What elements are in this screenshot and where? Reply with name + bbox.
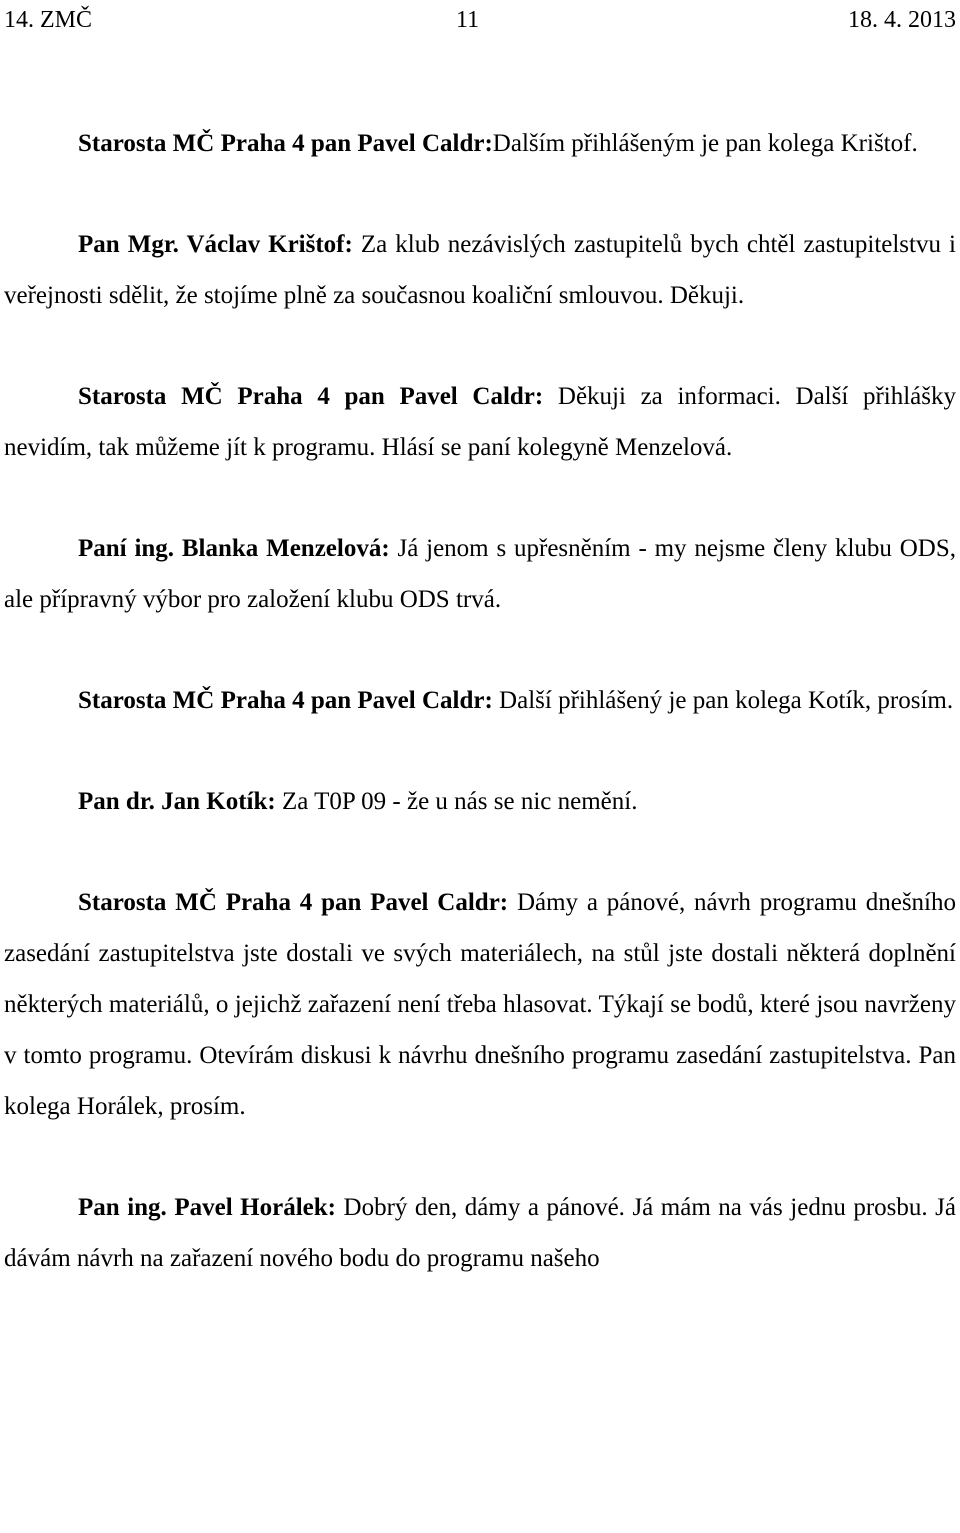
transcript-paragraph — [4, 675, 956, 726]
transcript-paragraph — [4, 118, 956, 169]
transcript-paragraph — [4, 776, 956, 827]
speaker-name: Starosta MČ Praha 4 pan Pavel Caldr: — [78, 687, 493, 714]
speaker-name: Paní ing. Blanka Menzelová: — [78, 535, 390, 562]
session-label: 14. ZMČ — [4, 7, 93, 33]
session-date: 18. 4. 2013 — [848, 7, 956, 33]
transcript-body — [4, 118, 956, 1284]
speaker-name: Starosta MČ Praha 4 pan Pavel Caldr: — [78, 889, 509, 916]
page-number: 11 — [456, 7, 480, 33]
speech-text: Dobrý den, dámy a pánové. Já mám na vás jednu prosbu. Já dávám návrh na zařazení nového bodu do programu našeho — [4, 1194, 956, 1272]
speech-text: Další přihlášený je pan kolega Kotík, prosím. — [492, 687, 954, 714]
transcript-paragraph — [4, 523, 956, 625]
transcript-paragraph — [4, 1182, 956, 1284]
speaker-name: Pan dr. Jan Kotík: — [78, 788, 276, 815]
transcript-paragraph — [4, 219, 956, 321]
speaker-name: Pan ing. Pavel Horálek: — [78, 1194, 336, 1221]
speaker-name: Starosta MČ Praha 4 pan Pavel Caldr: — [78, 383, 544, 410]
speech-text: Dámy a pánové, návrh programu dnešního zasedání zastupitelstva jste dostali ve svých materiálech, na stůl jste dostali některá doplnění některých materiálů, o jejichž zařazení není třeba hlasovat. Týkají se bodů, které jsou navrženy v tomto programu. Otevírám diskusi k návrhu dnešního programu zasedání zastupitelstva. Pan kolega Horálek, prosím. — [4, 889, 956, 1120]
speech-text: Za T0P 09 - že u nás se nic nemění. — [275, 788, 638, 815]
speech-text: Já jenom s upřesněním - my nejsme členy klubu ODS, ale přípravný výbor pro založení klubu ODS trvá. — [4, 535, 956, 613]
speech-text: Dalším přihlášeným je pan kolega Krištof. — [492, 130, 918, 157]
speech-text: Děkuji za informaci. Další přihlášky nevidím, tak můžeme jít k programu. Hlásí se paní kolegyně Menzelová. — [4, 383, 956, 461]
speech-text: Za klub nezávislých zastupitelů bych chtěl zastupitelstvu i veřejnosti sdělit, že stojíme plně za současnou koaliční smlouvou. Děkuji. — [4, 231, 956, 309]
speaker-name: Starosta MČ Praha 4 pan Pavel Caldr: — [78, 130, 493, 157]
speaker-name: Pan Mgr. Václav Krištof: — [78, 231, 353, 258]
transcript-paragraph — [4, 877, 956, 1132]
page-header — [4, 2, 956, 38]
transcript-paragraph — [4, 371, 956, 473]
